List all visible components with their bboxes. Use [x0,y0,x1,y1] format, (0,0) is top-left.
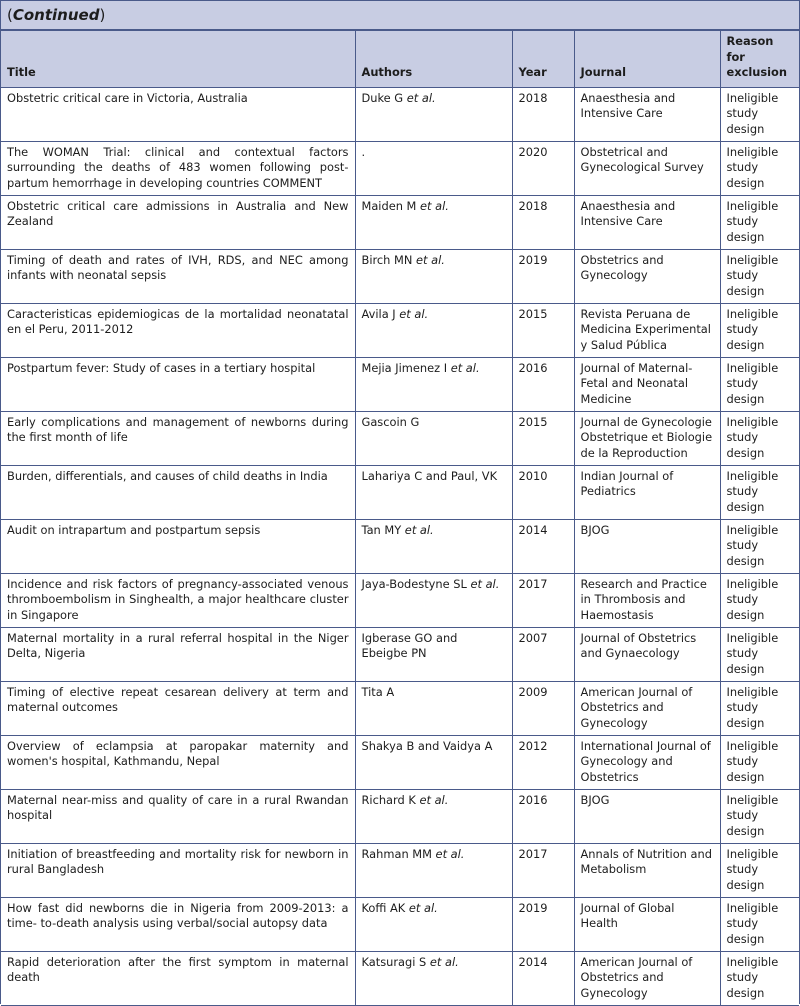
cell-reason: Ineligible study design [720,735,799,789]
cell-year: 2016 [512,789,574,843]
author-etal: et al. [415,792,449,807]
table-row [1,735,799,789]
table-row [1,465,799,519]
author-etal: et al. [447,360,480,375]
table-row [1,573,799,627]
cell-reason: Ineligible study design [720,195,799,249]
author-etal: et al. [466,576,500,591]
cell-year: 2015 [512,303,574,357]
cell-authors [355,357,512,411]
column-header-reason: Reason for exclusion [720,31,799,88]
author-names: Tan MY [361,522,402,537]
cell-reason: Ineligible study design [720,897,799,951]
cell-year: 2010 [512,465,574,519]
cell-authors [355,519,512,573]
cell-journal: Anaesthesia and Intensive Care [574,195,720,249]
table-row [1,195,799,249]
author-etal: et al. [401,522,434,537]
column-header-year: Year [512,31,574,88]
cell-reason: Ineligible study design [720,519,799,573]
table-row [1,87,799,141]
cell-title: Initiation of breastfeeding and mortality risk for newborn in rural Bangladesh [1,843,355,897]
cell-journal: Obstetrical and Gynecological Survey [574,141,720,195]
cell-authors [355,789,512,843]
cell-title: Overview of eclampsia at paropakar maternity and women's hospital, Kathmandu, Nepal [1,735,355,789]
table-row [1,411,799,465]
cell-reason: Ineligible study design [720,843,799,897]
cell-reason: Ineligible study design [720,789,799,843]
cell-title: Obstetric critical care in Victoria, Australia [1,87,355,141]
cell-title: Early complications and management of newborns during the first month of life [1,411,355,465]
cell-title: How fast did newborns die in Nigeria from 2009-2013: a time- to-death analysis using verbal/social autopsy data [1,897,355,951]
author-etal: et al. [412,252,445,267]
cell-title: Audit on intrapartum and postpartum sepsis [1,519,355,573]
cell-authors [355,573,512,627]
cell-journal: Anaesthesia and Intensive Care [574,87,720,141]
author-names: Gascoin G [361,414,420,429]
cell-title: Postpartum fever: Study of cases in a tertiary hospital [1,357,355,411]
cell-year: 2020 [512,141,574,195]
table-header-row [1,31,799,88]
cell-authors [355,87,512,141]
cell-title: Caracteristicas epidemiogicas de la mortalidad neonatatal en el Peru, 2011-2012 [1,303,355,357]
cell-journal: Journal de Gynecologie Obstetrique et Biologie de la Reproduction [574,411,720,465]
cell-authors [355,303,512,357]
table-row [1,519,799,573]
table-row [1,951,799,1005]
table-row [1,627,799,681]
author-names: Lahariya C and Paul, VK [361,468,498,483]
table-row [1,789,799,843]
cell-year: 2018 [512,195,574,249]
cell-reason: Ineligible study design [720,465,799,519]
author-names: Shakya B and Vaidya A [361,738,493,753]
table-row [1,357,799,411]
author-names: Mejia Jimenez I [361,360,448,375]
continued-paren-close: ) [99,6,106,24]
cell-journal: American Journal of Obstetrics and Gynecology [574,681,720,735]
table-row [1,843,799,897]
cell-title: Obstetric critical care admissions in Australia and New Zealand [1,195,355,249]
cell-journal: Journal of Maternal-Fetal and Neonatal Medicine [574,357,720,411]
cell-reason: Ineligible study design [720,681,799,735]
cell-reason: Ineligible study design [720,573,799,627]
cell-reason: Ineligible study design [720,357,799,411]
cell-year: 2019 [512,897,574,951]
continued-paren-open: ( [7,6,13,24]
cell-authors [355,141,512,195]
cell-year: 2014 [512,951,574,1005]
cell-year: 2012 [512,735,574,789]
author-names: Koffi AK [361,900,406,915]
cell-journal: International Journal of Gynecology and Obstetrics [574,735,720,789]
author-names: Tita A [361,684,395,699]
cell-title: Incidence and risk factors of pregnancy-associated venous thromboembolism in Singhealth, a major healthcare cluster in Singapore [1,573,355,627]
cell-authors [355,249,512,303]
continued-banner [1,0,799,30]
cell-title: The WOMAN Trial: clinical and contextual factors surrounding the deaths of 483 women following post-partum hemorrhage in developing countries COMMENT [1,141,355,195]
cell-journal: Research and Practice in Thrombosis and Haemostasis [574,573,720,627]
author-etal: et al. [403,90,436,105]
author-names: Maiden M [361,198,417,213]
exclusion-table [1,30,799,1006]
cell-title: Timing of elective repeat cesarean delivery at term and maternal outcomes [1,681,355,735]
author-etal: et al. [395,306,429,321]
cell-year: 2018 [512,87,574,141]
cell-reason: Ineligible study design [720,627,799,681]
cell-authors [355,843,512,897]
author-names: Birch MN [361,252,413,267]
author-names: Avila J [361,306,396,321]
cell-reason: Ineligible study design [720,141,799,195]
table-row [1,249,799,303]
author-names: Jaya-Bodestyne SL [361,576,467,591]
cell-journal: Journal of Global Health [574,897,720,951]
cell-journal: BJOG [574,519,720,573]
cell-authors [355,195,512,249]
cell-year: 2017 [512,843,574,897]
cell-title: Maternal mortality in a rural referral hospital in the Niger Delta, Nigeria [1,627,355,681]
cell-year: 2009 [512,681,574,735]
cell-authors [355,411,512,465]
cell-journal: Annals of Nutrition and Metabolism [574,843,720,897]
table-body [1,87,799,1005]
cell-reason: Ineligible study design [720,951,799,1005]
cell-year: 2007 [512,627,574,681]
cell-authors [355,897,512,951]
table-row [1,681,799,735]
cell-year: 2017 [512,573,574,627]
author-etal: et al. [431,846,465,861]
cell-journal: Journal of Obstetrics and Gynaecology [574,627,720,681]
cell-year: 2015 [512,411,574,465]
cell-authors [355,681,512,735]
cell-journal: BJOG [574,789,720,843]
author-names: . [361,144,366,159]
author-names: Duke G [361,90,404,105]
cell-reason: Ineligible study design [720,303,799,357]
cell-reason: Ineligible study design [720,249,799,303]
cell-reason: Ineligible study design [720,87,799,141]
author-etal: et al. [405,900,438,915]
author-names: Rahman MM [361,846,432,861]
table-row [1,303,799,357]
author-etal: et al. [426,954,459,969]
cell-authors [355,627,512,681]
cell-title: Burden, differentials, and causes of child deaths in India [1,465,355,519]
author-etal: et al. [416,198,449,213]
table-row [1,897,799,951]
continued-label: Continued [12,6,100,24]
column-header-journal: Journal [574,31,720,88]
cell-journal: Revista Peruana de Medicina Experimental y Salud Pública [574,303,720,357]
cell-title: Maternal near-miss and quality of care in a rural Rwandan hospital [1,789,355,843]
column-header-authors: Authors [355,31,512,88]
cell-reason: Ineligible study design [720,411,799,465]
cell-title: Rapid deterioration after the first symptom in maternal death [1,951,355,1005]
cell-journal: Indian Journal of Pediatrics [574,465,720,519]
column-header-title: Title [1,31,355,88]
cell-year: 2019 [512,249,574,303]
cell-journal: Obstetrics and Gynecology [574,249,720,303]
cell-authors [355,951,512,1005]
author-names: Igberase GO and Ebeigbe PN [361,630,458,661]
author-names: Katsuragi S [361,954,427,969]
cell-title: Timing of death and rates of IVH, RDS, and NEC among infants with neonatal sepsis [1,249,355,303]
table-row [1,141,799,195]
cell-journal: American Journal of Obstetrics and Gynecology [574,951,720,1005]
cell-authors [355,465,512,519]
cell-year: 2016 [512,357,574,411]
cell-year: 2014 [512,519,574,573]
cell-authors [355,735,512,789]
author-names: Richard K [361,792,416,807]
